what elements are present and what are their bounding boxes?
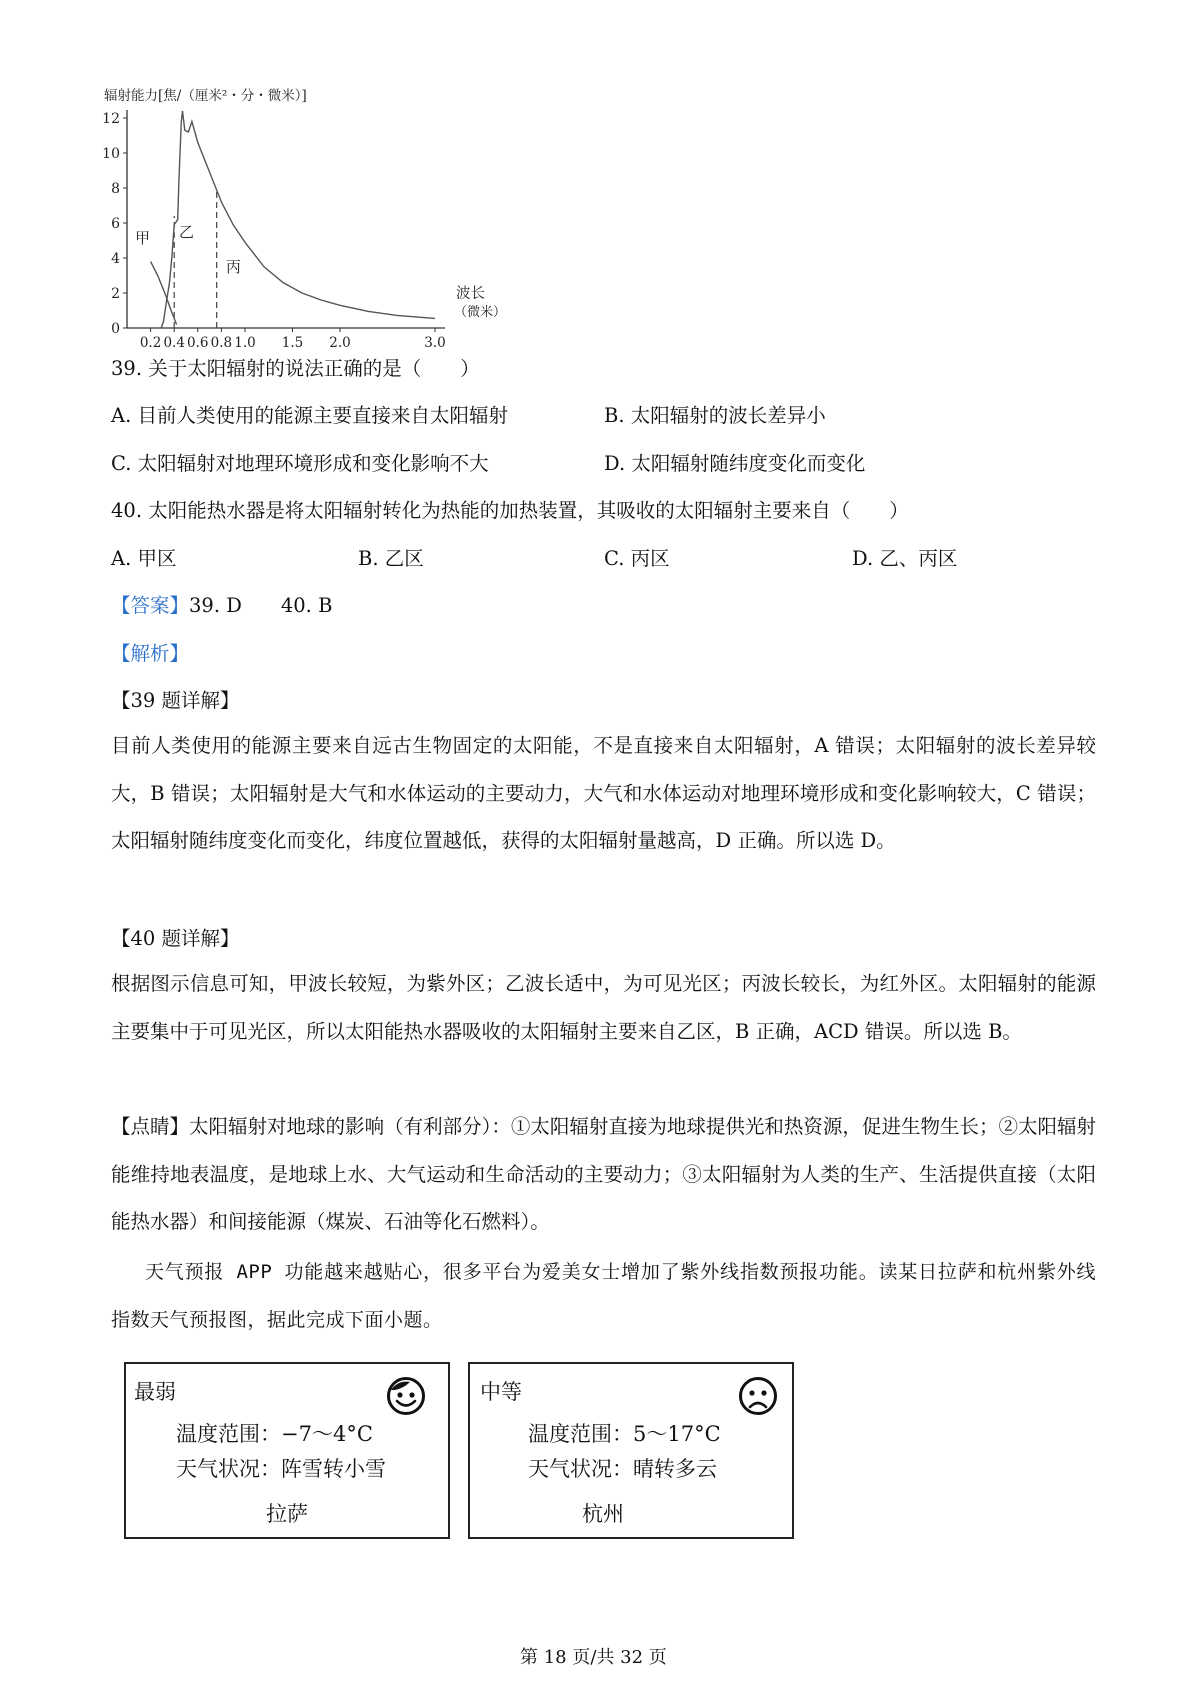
x-tick-label: 0.2 [139,335,162,350]
y-tick-label: 2 [111,286,120,302]
intro-paragraph: 天气预报 APP 功能越来越贴心，很多平台为爱美女士增加了紫外线指数预报功能。读某日拉萨和杭州紫外线指数天气预报图，据此完成下面小题。 [111,1261,1096,1331]
y-tick-label: 6 [111,216,120,232]
d39-body: 目前人类使用的能源主要来自远古生物固定的太阳能，不是直接来自太阳辐射，A 错误；太阳辐射的波长差异较大，B 错误；太阳辐射是大气和水体运动的主要动力，大气和水体运动对地理环境形成和变化影响较大，C 错误；太阳辐射随纬度变化而变化，纬度位置越低，获得的太阳辐射量越高，D 正确。所以选 D。 [111,734,1096,852]
x-tick-label: 1.5 [281,335,304,350]
region-label: 乙 [179,223,195,241]
x-axis-unit: （微米） [454,305,507,320]
radiation-curve [161,111,435,328]
weather-status: 天气状况：晴转多云 [528,1457,717,1481]
region-label: 丙 [226,258,242,276]
y-tick-label: 0 [111,321,120,337]
x-axis-label: 波长 [456,286,485,302]
city-name: 拉萨 [266,1502,308,1526]
q39-option-d: D. 太阳辐射随纬度变化而变化 [604,452,866,475]
x-tick-label: 0.4 [163,335,185,350]
q40-stem: 40. 太阳能热水器是将太阳辐射转化为热能的加热装置，其吸收的太阳辐射主要来自（ ） [111,499,909,522]
uv-region-curve [151,262,177,325]
q40-option-c: C. 丙区 [604,547,670,570]
answer-text: 39. D 40. B [189,594,333,617]
tip-body: 太阳辐射对地球的影响（有利部分）：①太阳辐射直接为地球提供光和热资源，促进生物生长；②太阳辐射能维持地表温度，是地球上水、大气运动和生命活动的主要动力；③太阳辐射为人类的生产、生活提供直接（太阳能热水器）和间接能源（煤炭、石油等化石燃料）。 [111,1115,1096,1233]
d40-body: 根据图示信息可知，甲波长较短，为紫外区；乙波长适中，为可见光区；丙波长较长，为红外区。太阳辐射的能源主要集中于可见光区，所以太阳能热水器吸收的太阳辐射主要来自乙区，B 正确，ACD 错误。所以选 B。 [111,972,1096,1043]
tip-paragraph [111,1103,1096,1246]
x-tick-label: 3.0 [424,335,446,350]
x-ticks [140,328,446,350]
uv-level: 中等 [480,1380,522,1404]
y-ticks [102,111,127,337]
q39-option-b: B. 太阳辐射的波长差异小 [604,404,826,427]
chart-curves [151,111,435,328]
y-tick-label: 10 [102,146,120,162]
x-tick-label: 0.8 [210,335,233,350]
chart-labels [104,88,506,320]
q40-option-a: A. 甲区 [111,547,177,570]
d40-heading: 【40 题详解】 [111,927,240,950]
temp-range: 温度范围：−7～4°C [176,1422,373,1446]
tip-tag: 【点睛】 [111,1115,190,1138]
x-tick-label: 2.0 [329,335,351,350]
frowning-face-icon [738,1376,778,1416]
answer-line [111,592,332,620]
q40-option-d: D. 乙、丙区 [852,547,958,570]
weather-status: 天气状况：阵雪转小雪 [176,1457,386,1481]
q39-option-c: C. 太阳辐射对地理环境形成和变化影响不大 [111,452,489,475]
temp-range: 温度范围：5～17°C [528,1422,721,1446]
y-tick-label: 4 [111,251,120,267]
solar-radiation-chart [100,88,560,350]
y-tick-label: 12 [102,111,120,127]
q39-option-a: A. 目前人类使用的能源主要直接来自太阳辐射 [111,404,508,427]
region-label: 甲 [135,229,151,247]
y-tick-label: 8 [111,181,120,197]
x-tick-label: 1.0 [234,335,256,350]
uv-level: 最弱 [134,1380,176,1404]
analysis-tag: 【解析】 [111,642,190,665]
q39-stem: 39. 关于太阳辐射的说法正确的是（ ） [111,357,480,380]
uv-card-lhasa [124,1362,450,1539]
x-tick-label: 0.6 [187,335,209,350]
uv-card-hangzhou [468,1362,794,1539]
y-axis-label: 辐射能力[焦/（厘米²・分・微米）] [104,88,307,104]
smiling-face-icon [386,1376,426,1416]
answer-tag: 【答案】 [111,594,190,617]
region-dividers [174,192,216,329]
q40-option-b: B. 乙区 [358,547,424,570]
d39-heading: 【39 题详解】 [111,689,240,712]
city-name: 杭州 [582,1502,624,1526]
page-footer: 第 18 页/共 32 页 [520,1647,667,1668]
